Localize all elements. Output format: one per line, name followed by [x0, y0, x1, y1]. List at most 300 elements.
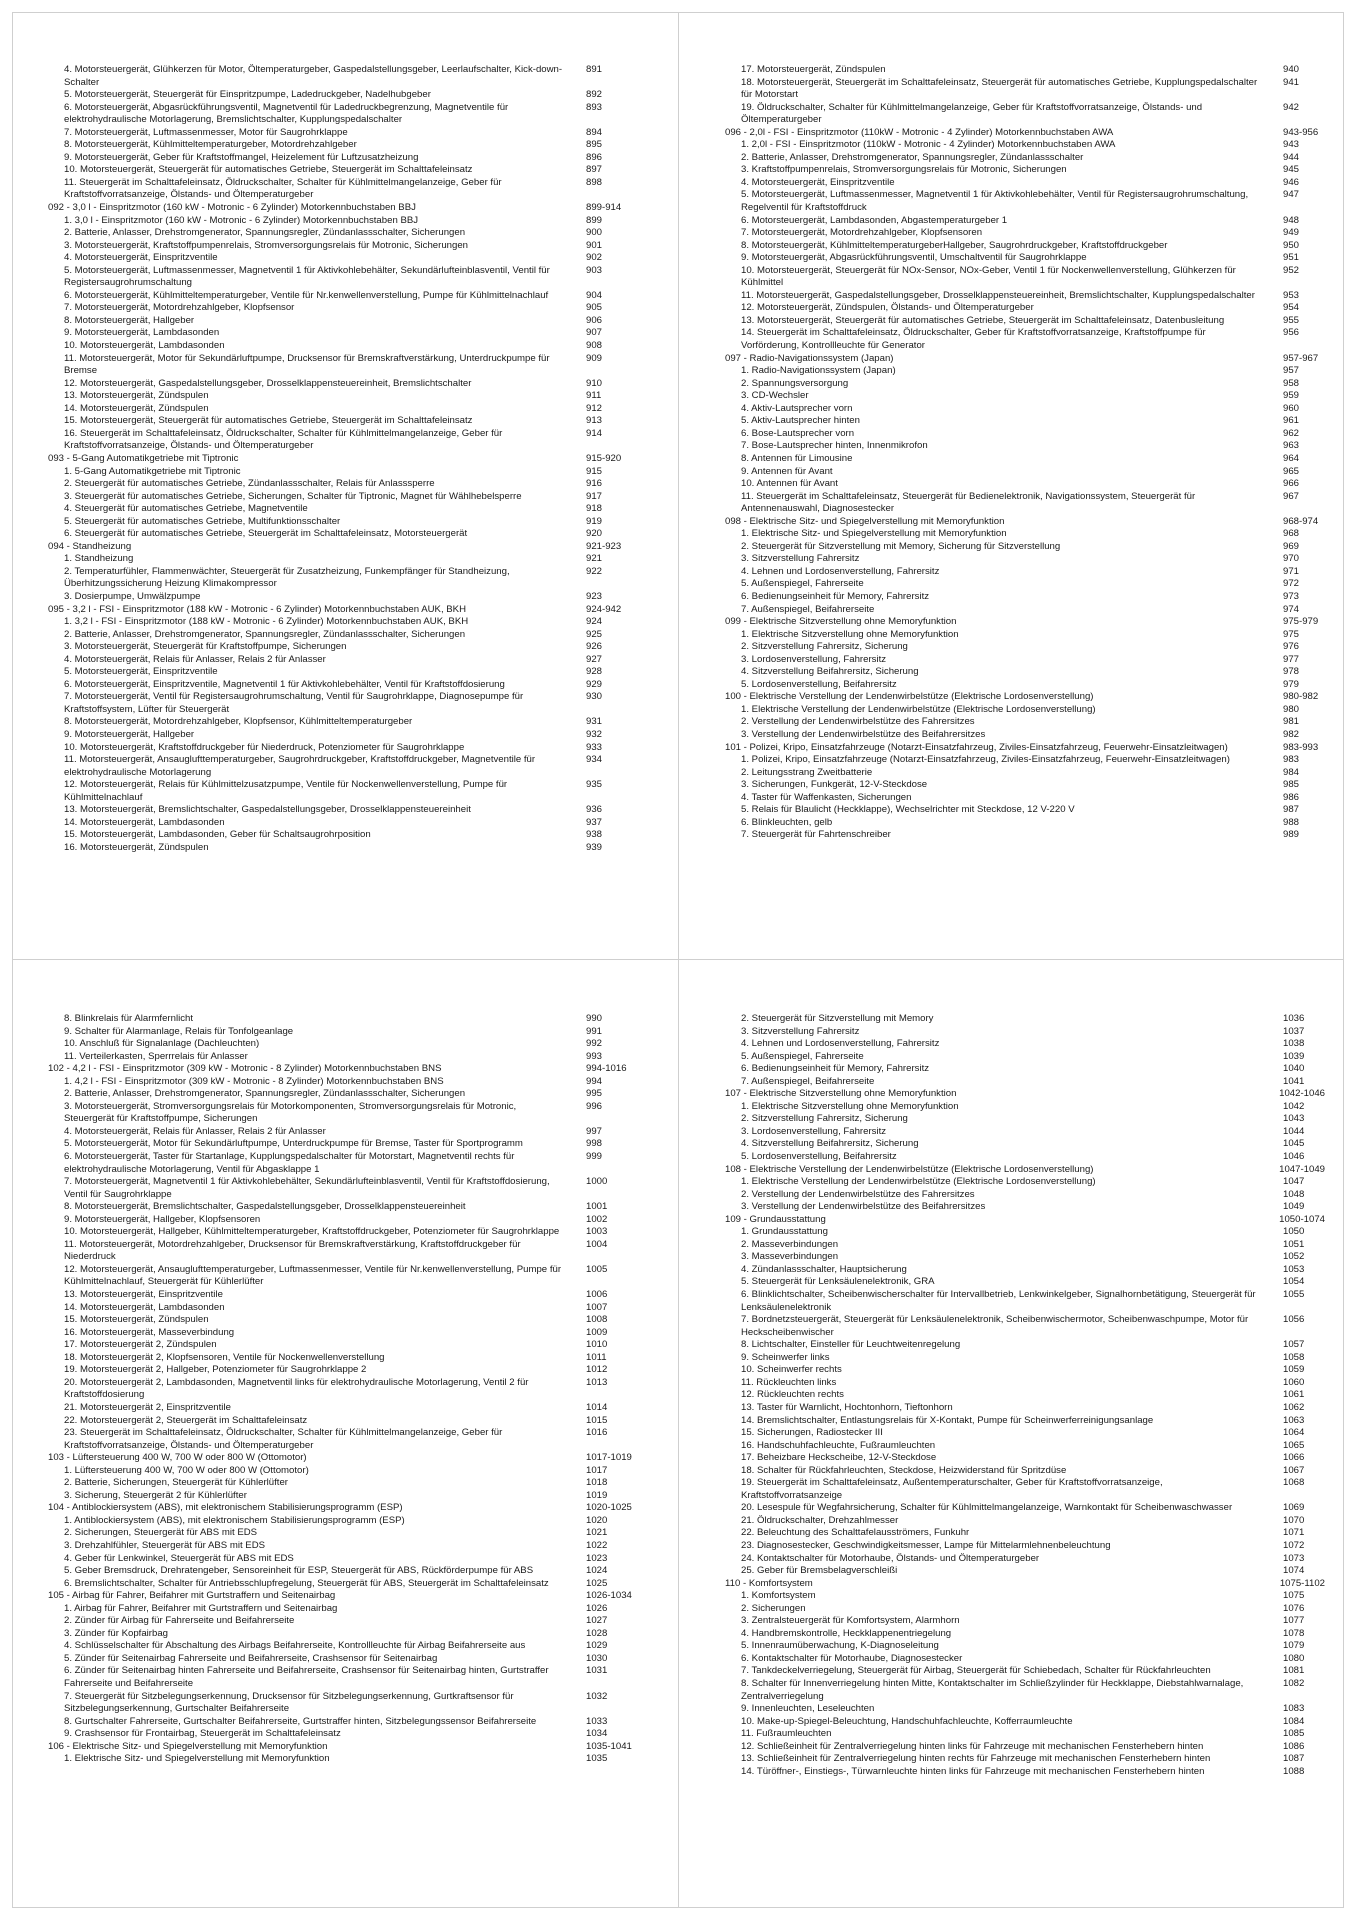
toc-entry-page-number: 920 — [586, 528, 603, 540]
toc-entry — [725, 1515, 1325, 1528]
toc-entry-page-number: 954 — [1283, 302, 1300, 314]
toc-entry-title: 15. Motorsteuergerät, Steuergerät für automatisches Getriebe, Steuergerät im Schalttafeleinsatz — [64, 415, 473, 427]
toc-entry-title: 6. Motorsteuergerät, Abgasrückführungsventil, Magnetventil für Ladedruckbegrenzung, Magnetventile für elektrohydraulische Motorlagerung, Bremslichtschalter, Kupplungspedalschalter — [64, 101, 511, 126]
toc-entry-title: 2. Verstellung der Lendenwirbelstütze des Fahrersitzes — [741, 1188, 975, 1200]
toc-entry-title: 1. 3,2 l - FSI - Einspritzmotor (188 kW - Motronic - 6 Zylinder) Motorkennbuchstaben AUK, BKH — [64, 616, 469, 628]
toc-entry — [725, 1126, 1325, 1139]
toc-entry-title: 4. Aktiv-Lautsprecher vorn — [741, 402, 853, 414]
toc-entry — [725, 754, 1325, 767]
toc-entry — [48, 378, 648, 391]
toc-entry — [725, 189, 1325, 214]
toc-page-2 — [725, 64, 1325, 912]
toc-entry-page-number: 1037 — [1283, 1025, 1305, 1037]
toc-entry-page-number: 1078 — [1283, 1627, 1305, 1639]
toc-entry-page-number: 968-974 — [1283, 515, 1319, 527]
toc-entry-title: 4. Zündanlassschalter, Hauptsicherung — [741, 1263, 907, 1275]
toc-entry — [48, 1013, 648, 1026]
toc-entry-page-number: 1004 — [586, 1238, 608, 1250]
toc-entry-page-number: 930 — [586, 691, 603, 703]
toc-entry-page-number: 968 — [1283, 528, 1300, 540]
toc-entry-page-number: 995 — [586, 1088, 603, 1100]
toc-entry — [725, 1477, 1325, 1502]
toc-entry — [48, 1038, 648, 1051]
toc-entry — [725, 1276, 1325, 1289]
toc-entry-page-number: 1035-1041 — [586, 1740, 632, 1752]
toc-entry — [48, 1553, 648, 1566]
toc-entry — [48, 1477, 648, 1490]
toc-entry-title: 13. Schließeinheit für Zentralverriegelung hinten rechts für Fahrzeuge mit mechanischen Fensterhebern hinten — [741, 1753, 1211, 1765]
toc-entry-title: 8. Motorsteuergerät, KühlmitteltemperaturgeberHallgeber, Saugrohrdruckgeber, Kraftstoffdruckgeber — [741, 239, 1168, 251]
toc-entry — [48, 1151, 648, 1176]
toc-entry-title: 3. Dosierpumpe, Umwälzpumpe — [64, 590, 201, 602]
toc-entry-title: 3. Lordosenverstellung, Fahrersitz — [741, 1125, 887, 1137]
toc-entry-title: 2. Sitzverstellung Fahrersitz, Sicherung — [741, 1113, 908, 1125]
toc-entry-page-number: 1017 — [586, 1464, 608, 1476]
toc-entry-page-number: 904 — [586, 289, 603, 301]
toc-entry-page-number: 983-993 — [1283, 741, 1319, 753]
toc-entry-title: 12. Rückleuchten rechts — [741, 1389, 844, 1401]
toc-entry-page-number: 1080 — [1283, 1652, 1305, 1664]
toc-entry — [48, 152, 648, 165]
toc-entry — [48, 353, 648, 378]
toc-entry-title: 14. Motorsteuergerät, Zündspulen — [64, 402, 209, 414]
toc-entry — [725, 152, 1325, 165]
toc-entry — [725, 1640, 1325, 1653]
toc-entry-page-number: 972 — [1283, 578, 1300, 590]
toc-entry-page-number: 1022 — [586, 1539, 608, 1551]
toc-entry-page-number: 1032 — [586, 1690, 608, 1702]
toc-entry-title: 100 - Elektrische Verstellung der Lendenwirbelstütze (Elektrische Lordosenverstellung) — [725, 691, 1094, 703]
toc-entry-title: 12. Motorsteuergerät, Gaspedalstellungsgeber, Drosselklappensteuereinheit, Bremslichtschalter — [64, 377, 472, 389]
toc-entry-title: 5. Lordosenverstellung, Beifahrersitz — [741, 1151, 897, 1163]
toc-entry-title: 6. Bedienungseinheit für Memory, Fahrersitz — [741, 1063, 930, 1075]
toc-entry — [725, 1766, 1325, 1779]
toc-entry-title: 5. Relais für Blaulicht (Heckklappe), Wechselrichter mit Steckdose, 12 V-220 V — [741, 804, 1075, 816]
toc-entry-title: 1. Grundausstattung — [741, 1226, 828, 1238]
toc-entry-title: 5. Innenraumüberwachung, K-Diagnoseleitung — [741, 1640, 939, 1652]
toc-entry-title: 1. 4,2 l - FSI - Einspritzmotor (309 kW - Motronic - 8 Zylinder) Motorkennbuchstaben BNS — [64, 1075, 444, 1087]
toc-entry — [725, 1527, 1325, 1540]
toc-entry-page-number: 908 — [586, 340, 603, 352]
toc-entry — [48, 1051, 648, 1064]
toc-entry — [48, 616, 648, 629]
toc-entry-title: 9. Motorsteuergerät, Hallgeber, Klopfsensoren — [64, 1213, 261, 1225]
toc-entry — [48, 428, 648, 453]
toc-entry-title: 3. Steuergerät für automatisches Getriebe, Sicherungen, Schalter für Tiptronic, Magnet für Wählhebelsperre — [64, 490, 522, 502]
toc-entry-title: 108 - Elektrische Verstellung der Lendenwirbelstütze (Elektrische Lordosenverstellung) — [725, 1163, 1094, 1175]
toc-entry-title: 10. Motorsteuergerät, Lambdasonden — [64, 340, 225, 352]
toc-entry — [48, 666, 648, 679]
toc-entry-page-number: 1073 — [1283, 1552, 1305, 1564]
toc-entry — [48, 691, 648, 716]
toc-entry — [725, 1038, 1325, 1051]
toc-entry-title: 7. Steuergerät für Sitzbelegungserkennung, Drucksensor für Sitzbelegungserkennung, Gurtkraftsensor für Sitzbelegungserkennung, Gurtschalter Beifahrerseite — [64, 1690, 517, 1715]
toc-entry-page-number: 1036 — [1283, 1013, 1305, 1024]
toc-entry — [725, 679, 1325, 692]
toc-entry-title: 097 - Radio-Navigationssystem (Japan) — [725, 352, 894, 364]
toc-entry — [725, 1151, 1325, 1164]
toc-entry-page-number: 1021 — [586, 1527, 608, 1539]
toc-entry — [725, 666, 1325, 679]
toc-entry-page-number: 994-1016 — [586, 1063, 627, 1075]
toc-entry-page-number: 1088 — [1283, 1765, 1305, 1777]
toc-entry-page-number: 1038 — [1283, 1038, 1305, 1050]
page-divider-vertical — [678, 12, 679, 1908]
toc-entry-title: 8. Motorsteuergerät, Motordrehzahlgeber, Klopfsensor, Kühlmitteltemperaturgeber — [64, 716, 413, 728]
toc-entry-page-number: 1057 — [1283, 1339, 1305, 1351]
toc-entry-title: 2. Batterie, Anlasser, Drehstromgenerator, Spannungsregler, Zündanlassschalter, Sicherungen — [64, 227, 466, 239]
toc-entry-title: 8. Motorsteuergerät, Kühlmitteltemperaturgeber, Motordrehzahlgeber — [64, 139, 357, 151]
toc-entry — [725, 102, 1325, 127]
toc-entry — [48, 1226, 648, 1239]
toc-entry — [48, 1615, 648, 1628]
toc-entry-page-number: 973 — [1283, 590, 1300, 602]
toc-entry-title: 9. Motorsteuergerät, Lambdasonden — [64, 327, 220, 339]
toc-entry-page-number: 989 — [1283, 829, 1300, 841]
toc-entry-title: 093 - 5-Gang Automatikgetriebe mit Tiptronic — [48, 452, 239, 464]
toc-entry-title: 3. Verstellung der Lendenwirbelstütze des Beifahrersitzes — [741, 728, 986, 740]
toc-entry-page-number: 993 — [586, 1050, 603, 1062]
toc-entry-title: 2. Steuergerät für Sitzverstellung mit Memory — [741, 1013, 934, 1024]
toc-entry-title: 18. Motorsteuergerät 2, Klopfsensoren, Ventile für Nockenwellenverstellung — [64, 1351, 385, 1363]
toc-entry-page-number: 1062 — [1283, 1401, 1305, 1413]
toc-entry-page-number: 919 — [586, 515, 603, 527]
toc-entry-title: 8. Lichtschalter, Einsteller für Leuchtweitenregelung — [741, 1339, 961, 1351]
toc-entry — [725, 1314, 1325, 1339]
toc-entry — [725, 641, 1325, 654]
toc-entry — [48, 591, 648, 604]
toc-entry-title: 7. Motorsteuergerät, Magnetventil 1 für Aktivkohlebehälter, Sekundärlufteinblasventil, Ventil für Kraftstoffdosierung, Ventil für Saugrohrklappe — [64, 1176, 553, 1200]
toc-entry-title: 1. Elektrische Sitz- und Spiegelverstellung mit Memoryfunktion — [741, 528, 1007, 540]
toc-entry-page-number: 956 — [1283, 327, 1300, 339]
toc-entry — [725, 1502, 1325, 1515]
toc-entry-page-number: 1046 — [1283, 1151, 1305, 1163]
toc-entry — [48, 315, 648, 328]
toc-entry-page-number: 1086 — [1283, 1740, 1305, 1752]
toc-entry-page-number: 964 — [1283, 452, 1300, 464]
toc-entry-page-number: 1054 — [1283, 1276, 1305, 1288]
toc-entry-title: 24. Kontaktschalter für Motorhaube, Ölstands- und Öltemperaturgeber — [741, 1552, 1040, 1564]
toc-entry — [725, 804, 1325, 817]
toc-entry-title: 11. Steuergerät im Schalttafeleinsatz, Steuergerät für Bedienelektronik, Navigationssystem, Steuergerät für Antennenauswahl, Diagnosestecker — [741, 490, 1198, 515]
toc-entry-title: 4. Handbremskontrolle, Heckklappenentriegelung — [741, 1627, 952, 1639]
toc-entry-page-number: 1020-1025 — [586, 1502, 632, 1514]
toc-entry — [48, 215, 648, 228]
toc-entry-title: 11. Motorsteuergerät, Gaspedalstellungsgeber, Drosselklappensteuereinheit, Bremslichtschalter, Kupplungspedalschalter — [741, 289, 1255, 301]
toc-entry-page-number: 915-920 — [586, 452, 622, 464]
toc-entry-page-number: 984 — [1283, 766, 1300, 778]
toc-entry-page-number: 971 — [1283, 565, 1300, 577]
toc-entry — [48, 679, 648, 692]
toc-entry-page-number: 911 — [586, 390, 602, 402]
toc-entry — [725, 240, 1325, 253]
toc-entry — [48, 1527, 648, 1540]
toc-entry-page-number: 903 — [586, 264, 603, 276]
toc-entry — [725, 1352, 1325, 1365]
toc-entry-page-number: 992 — [586, 1038, 603, 1050]
toc-entry-page-number: 1031 — [586, 1665, 608, 1677]
toc-entry-page-number: 980 — [1283, 703, 1300, 715]
toc-entry-title: 6. Motorsteuergerät, Taster für Startanlage, Kupplungspedalschalter für Motorstart, Magnetventil rechts für elektrohydraulische Motorlagerung, Ventil für Abgasklappe 1 — [64, 1151, 518, 1175]
toc-entry-page-number: 1085 — [1283, 1728, 1305, 1740]
toc-entry-page-number: 922 — [586, 565, 603, 577]
toc-entry — [725, 1138, 1325, 1151]
toc-entry-page-number: 983 — [1283, 754, 1300, 766]
toc-section-entry — [725, 127, 1325, 140]
toc-entry — [725, 1628, 1325, 1641]
toc-entry — [48, 89, 648, 102]
toc-entry-title: 11. Motorsteuergerät, Motordrehzahlgeber, Drucksensor für Bremskraftverstärkung, Kraftstoffdruckgeber für Niederdruck — [64, 1238, 524, 1263]
toc-entry-page-number: 990 — [586, 1013, 603, 1024]
toc-entry-title: 10. Make-up-Spiegel-Beleuchtung, Handschuhfachleuchte, Kofferraumleuchte — [741, 1715, 1073, 1727]
toc-entry-page-number: 923 — [586, 590, 603, 602]
toc-entry-page-number: 1051 — [1283, 1238, 1305, 1250]
toc-entry — [48, 1691, 648, 1716]
toc-entry-page-number: 942 — [1283, 101, 1300, 113]
toc-entry-title: 13. Motorsteuergerät, Einspritzventile — [64, 1289, 223, 1301]
toc-entry-page-number: 912 — [586, 402, 603, 414]
toc-entry-page-number: 924 — [586, 616, 603, 628]
toc-entry-page-number: 998 — [586, 1138, 603, 1150]
toc-entry-page-number: 918 — [586, 503, 603, 515]
toc-entry-page-number: 1049 — [1283, 1201, 1305, 1213]
toc-entry-page-number: 910 — [586, 377, 603, 389]
toc-entry-title: 25. Geber für Bremsbelagverschleißi — [741, 1565, 898, 1577]
toc-entry-page-number: 934 — [586, 754, 603, 766]
toc-entry-title: 5. Außenspiegel, Fahrerseite — [741, 1050, 864, 1062]
toc-entry-page-number: 1047 — [1283, 1176, 1305, 1188]
toc-entry — [725, 1728, 1325, 1741]
toc-entry-title: 2. Steuergerät für Sitzverstellung mit Memory, Sicherung für Sitzverstellung — [741, 540, 1061, 552]
toc-entry-title: 4. Motorsteuergerät, Einspritzventile — [64, 252, 218, 264]
toc-entry-page-number: 1047-1049 — [1279, 1163, 1325, 1175]
toc-entry-title: 13. Motorsteuergerät, Zündspulen — [64, 390, 209, 402]
toc-entry-page-number: 1025 — [586, 1577, 608, 1589]
toc-entry-title: 109 - Grundausstattung — [725, 1213, 826, 1225]
toc-entry — [725, 566, 1325, 579]
toc-entry — [725, 1465, 1325, 1478]
toc-entry-title: 11. Rückleuchten links — [741, 1376, 837, 1388]
toc-entry — [725, 327, 1325, 352]
toc-section-entry — [48, 1741, 648, 1754]
toc-entry — [48, 1088, 648, 1101]
toc-entry-page-number: 1029 — [586, 1640, 608, 1652]
toc-entry-page-number: 1071 — [1283, 1527, 1305, 1539]
toc-entry-page-number: 1055 — [1283, 1289, 1305, 1301]
toc-entry-page-number: 1024 — [586, 1565, 608, 1577]
toc-entry-page-number: 974 — [1283, 603, 1300, 615]
toc-page-3 — [48, 1013, 648, 1861]
toc-entry-page-number: 1042-1046 — [1279, 1088, 1325, 1100]
toc-entry-title: 1. Elektrische Sitzverstellung ohne Memoryfunktion — [741, 628, 959, 640]
toc-entry-page-number: 1067 — [1283, 1464, 1305, 1476]
toc-entry-page-number: 945 — [1283, 164, 1300, 176]
toc-entry — [725, 1377, 1325, 1390]
toc-entry — [48, 64, 648, 89]
toc-entry — [725, 767, 1325, 780]
toc-entry-title: 8. Antennen für Limousine — [741, 452, 853, 464]
toc-entry — [725, 478, 1325, 491]
toc-entry — [48, 1314, 648, 1327]
toc-entry-page-number: 906 — [586, 314, 603, 326]
toc-entry-page-number: 946 — [1283, 176, 1300, 188]
toc-entry-title: 105 - Airbag für Fahrer, Beifahrer mit Gurtstraffern und Seitenairbag — [48, 1590, 336, 1602]
toc-entry — [725, 1289, 1325, 1314]
toc-entry-title: 098 - Elektrische Sitz- und Spiegelverstellung mit Memoryfunktion — [725, 515, 1005, 527]
toc-entry-title: 2. Spannungsversorgung — [741, 377, 849, 389]
toc-entry — [48, 1138, 648, 1151]
toc-entry-title: 8. Schalter für Innenverriegelung hinten Mitte, Kontaktschalter im Schließzylinder für Heckklappe, Diebstahlwarnalage, Zentralverriegelung — [741, 1677, 1246, 1702]
toc-entry-page-number: 1028 — [586, 1627, 608, 1639]
toc-entry-page-number: 1072 — [1283, 1539, 1305, 1551]
toc-entry-title: 7. Motorsteuergerät, Ventil für Registersaugrohrumschaltung, Ventil für Saugrohrklappe, Diagnosepumpe für Kraftstoffsystem, Lüfter für Steuergerät — [64, 691, 526, 715]
toc-entry-page-number: 1042 — [1283, 1100, 1305, 1112]
toc-entry-title: 2. Batterie, Anlasser, Drehstromgenerator, Spannungsregler, Zündanlassschalter, Sicherungen — [64, 628, 466, 640]
toc-page-4 — [725, 1013, 1325, 1861]
toc-entry — [725, 1540, 1325, 1553]
toc-entry-page-number: 967 — [1283, 490, 1300, 502]
toc-entry-page-number: 1059 — [1283, 1364, 1305, 1376]
toc-entry-title: 10. Scheinwerfer rechts — [741, 1364, 842, 1376]
toc-entry-page-number: 937 — [586, 816, 603, 828]
toc-entry-title: 6. Motorsteuergerät, Einspritzventile, Magnetventil 1 für Aktivkohlebehälter, Ventil für Kraftstoffdosierung — [64, 678, 505, 690]
toc-entry-page-number: 1039 — [1283, 1050, 1305, 1062]
toc-entry-page-number: 1082 — [1283, 1677, 1305, 1689]
toc-entry-title: 9. Schalter für Alarmanlage, Relais für Tonfolgeanlage — [64, 1025, 294, 1037]
toc-entry-page-number: 892 — [586, 89, 603, 101]
toc-entry — [48, 1728, 648, 1741]
toc-entry — [725, 1452, 1325, 1465]
toc-entry-page-number: 905 — [586, 302, 603, 314]
toc-entry — [725, 1176, 1325, 1189]
toc-entry-title: 12. Motorsteuergerät, Zündspulen, Ölstands- und Öltemperaturgeber — [741, 302, 1034, 314]
toc-entry — [725, 1389, 1325, 1402]
toc-entry-title: 3. Sicherungen, Funkgerät, 12-V-Steckdose — [741, 779, 928, 791]
toc-entry — [725, 302, 1325, 315]
toc-entry-page-number: 982 — [1283, 728, 1300, 740]
toc-entry-title: 17. Beheizbare Heckscheibe, 12-V-Steckdose — [741, 1452, 937, 1464]
toc-entry — [48, 415, 648, 428]
toc-entry — [725, 177, 1325, 190]
toc-entry — [48, 139, 648, 152]
toc-entry — [725, 1615, 1325, 1628]
toc-entry — [725, 1026, 1325, 1039]
toc-entry-page-number: 969 — [1283, 540, 1300, 552]
toc-entry-title: 2. Sicherungen, Steuergerät für ABS mit EDS — [64, 1527, 258, 1539]
toc-entry — [48, 729, 648, 742]
toc-entry — [48, 1302, 648, 1315]
toc-entry-title: 9. Motorsteuergerät, Hallgeber — [64, 728, 195, 740]
toc-entry-title: 4. Taster für Waffenkasten, Sicherungen — [741, 791, 912, 803]
toc-entry-title: 5. Motorsteuergerät, Luftmassenmesser, Magnetventil 1 für Aktivkohlebehälter, Sekundärlufteinblasventil, Ventil für Registersaugrohrumschaltung — [64, 264, 553, 289]
toc-entry-page-number: 1076 — [1283, 1602, 1305, 1614]
toc-entry-page-number: 953 — [1283, 289, 1300, 301]
toc-entry-title: 3. Zentralsteuergerät für Komfortsystem, Alarmhorn — [741, 1615, 960, 1627]
toc-entry-page-number: 999 — [586, 1151, 603, 1163]
toc-entry-title: 5. Motorsteuergerät, Motor für Sekundärluftpumpe, Unterdruckpumpe für Bremse, Taster für Sportprogramm — [64, 1138, 523, 1150]
toc-entry-title: 13. Taster für Warnlicht, Hochtonhorn, Tieftonhorn — [741, 1401, 953, 1413]
toc-entry-page-number: 1066 — [1283, 1452, 1305, 1464]
toc-entry — [725, 1189, 1325, 1202]
toc-section-entry — [725, 1164, 1325, 1177]
toc-entry-page-number: 899 — [586, 214, 603, 226]
toc-entry — [725, 1603, 1325, 1616]
toc-entry-page-number: 1074 — [1283, 1565, 1305, 1577]
toc-entry — [725, 541, 1325, 554]
toc-entry-page-number: 1050 — [1283, 1226, 1305, 1238]
toc-entry-title: 11. Steuergerät im Schalttafeleinsatz, Öldruckschalter, Schalter für Kühlmittelmangelanzeige, Geber für Kraftstoffvorratsanzeige, Ölstands- und Öltemperaturgeber — [64, 176, 505, 201]
toc-entry-title: 4. Sitzverstellung Beifahrersitz, Sicherung — [741, 1138, 919, 1150]
toc-entry-title: 7. Motorsteuergerät, Luftmassenmesser, Motor für Saugrohrklappe — [64, 126, 348, 138]
toc-section-entry — [725, 742, 1325, 755]
toc-entry-page-number: 952 — [1283, 264, 1300, 276]
toc-entry-title: 2. Sicherungen — [741, 1602, 806, 1614]
toc-entry-page-number: 943 — [1283, 139, 1300, 151]
toc-entry-page-number: 925 — [586, 628, 603, 640]
toc-entry-page-number: 926 — [586, 641, 603, 653]
toc-entry-title: 6. Blinklichtschalter, Scheibenwischerschalter für Intervallbetrieb, Lenkwinkelgeber, Signalhornbetätigung, Steuergerät für Lenksäulenelektronik — [741, 1289, 1259, 1313]
toc-entry-page-number: 1015 — [586, 1414, 608, 1426]
toc-entry — [48, 641, 648, 654]
toc-entry-page-number: 1012 — [586, 1364, 608, 1376]
toc-entry — [48, 742, 648, 755]
toc-entry-page-number: 895 — [586, 139, 603, 151]
toc-entry — [48, 528, 648, 541]
toc-entry-title: 5. Lordosenverstellung, Beifahrersitz — [741, 678, 897, 690]
toc-entry — [725, 1753, 1325, 1766]
toc-entry — [48, 654, 648, 667]
toc-entry — [725, 315, 1325, 328]
toc-entry — [48, 754, 648, 779]
toc-entry — [48, 1101, 648, 1126]
toc-entry-page-number: 977 — [1283, 653, 1300, 665]
toc-entry-title: 1. Airbag für Fahrer, Beifahrer mit Gurtstraffern und Seitenairbag — [64, 1602, 338, 1614]
toc-entry — [725, 466, 1325, 479]
toc-entry-title: 2. Leitungsstrang Zweitbatterie — [741, 766, 873, 778]
toc-entry-title: 6. Motorsteuergerät, Lambdasonden, Abgastemperaturgeber 1 — [741, 214, 1008, 226]
toc-entry-title: 21. Öldruckschalter, Drehzahlmesser — [741, 1514, 899, 1526]
toc-entry — [725, 1427, 1325, 1440]
toc-entry — [725, 829, 1325, 842]
toc-entry-title: 3. CD-Wechsler — [741, 390, 809, 402]
toc-entry-title: 20. Lesespule für Wegfahrsicherung, Schalter für Kühlmittelmangelanzeige, Warnkontakt für Scheibenwaschwasser — [741, 1502, 1233, 1514]
toc-entry-title: 3. Sitzverstellung Fahrersitz — [741, 1025, 860, 1037]
toc-entry — [48, 340, 648, 353]
toc-entry-title: 2. Zünder für Airbag für Fahrerseite und Beifahrerseite — [64, 1615, 295, 1627]
toc-entry-title: 2. Verstellung der Lendenwirbelstütze des Fahrersitzes — [741, 716, 975, 728]
toc-entry-title: 2. Masseverbindungen — [741, 1238, 839, 1250]
toc-entry-title: 4. Motorsteuergerät, Relais für Anlasser, Relais 2 für Anlasser — [64, 653, 326, 665]
toc-entry-title: 18. Schalter für Rückfahrleuchten, Steckdose, Heizwiderstand für Spritzdüse — [741, 1464, 1067, 1476]
toc-entry-title: 103 - Lüftersteuerung 400 W, 700 W oder 800 W (Ottomotor) — [48, 1452, 307, 1464]
toc-entry-title: 14. Steuergerät im Schalttafeleinsatz, Öldruckschalter, Geber für Kraftstoffvorratsanzeige, Kraftstoffpumpe für Vorförderung, Kontrollleuchte für Generator — [741, 327, 1209, 352]
toc-entry-page-number: 941 — [1283, 76, 1300, 88]
toc-entry — [725, 365, 1325, 378]
toc-entry-title: 1. 3,0 l - Einspritzmotor (160 kW - Motronic - 6 Zylinder) Motorkennbuchstaben BBJ — [64, 214, 419, 226]
toc-entry-title: 11. Motorsteuergerät, Motor für Sekundärluftpumpe, Drucksensor für Bremskraftverstärkung, Unterdruckpumpe für Bremse — [64, 352, 553, 377]
toc-entry-page-number: 1041 — [1283, 1075, 1305, 1087]
toc-entry-page-number: 917 — [586, 490, 603, 502]
toc-section-entry — [725, 1214, 1325, 1227]
toc-entry — [48, 1076, 648, 1089]
toc-entry-page-number: 1040 — [1283, 1063, 1305, 1075]
toc-entry-title: 9. Motorsteuergerät, Geber für Kraftstoffmangel, Heizelement für Luftzusatzheizung — [64, 151, 419, 163]
toc-entry-page-number: 1006 — [586, 1289, 608, 1301]
toc-entry-page-number: 935 — [586, 779, 603, 791]
toc-entry-page-number: 1026-1034 — [586, 1590, 632, 1602]
toc-entry-page-number: 1033 — [586, 1715, 608, 1727]
toc-entry-title: 102 - 4,2 l - FSI - Einspritzmotor (309 kW - Motronic - 8 Zylinder) Motorkennbuchstaben BNS — [48, 1063, 442, 1075]
